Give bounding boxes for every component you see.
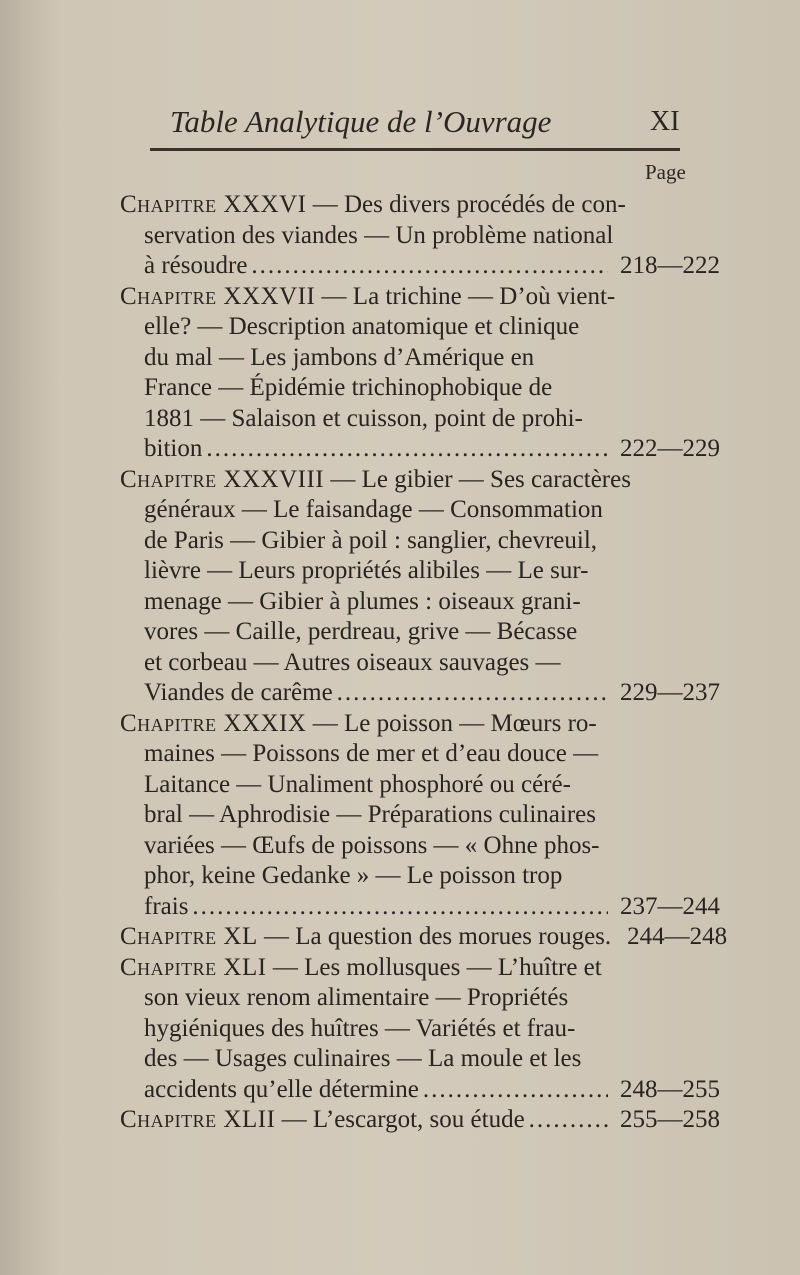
chapter-label: Chapitre XXXVI [120,191,307,218]
toc-entry-line: bral — Aphrodisie — Préparations culinaires [144,801,596,828]
running-title: Table Analytique de l’Ouvrage [170,104,552,139]
toc-entry-line: menage — Gibier à plumes : oiseaux grani- [144,587,581,615]
toc-entry-line: elle? — Description anatomique et clinique [144,313,580,340]
chapter-title-start: — Le poisson — Mœurs ro- [312,709,597,737]
chapter-label: Chapitre XL [120,923,258,950]
page-range: 255—258 [620,1106,720,1133]
page-column-label: Page [645,160,686,184]
toc-entry-line: des — Usages culinaires — La moule et les [144,1045,582,1072]
toc-entry-first-line [120,282,720,313]
chapter-label: Chapitre XXXVII [120,282,316,310]
toc-entry-line: variées — Œufs de poissons — « Ohne phos- [144,831,600,859]
chapter-title-start: — Les mollusques — L’huître et [272,953,602,981]
toc-entry-text [120,1105,525,1136]
page-range: 222—229 [620,435,720,462]
toc-entry-text [144,892,188,923]
toc-entry-line: son vieux renom alimentaire — Propriétés [144,984,569,1011]
toc-entry [120,953,720,1106]
toc-entry-line: lièvre — Leurs propriétés alibiles — Le sur- [144,557,589,584]
page-range: 218—222 [620,252,720,279]
page-header [0,104,800,144]
toc-entry [120,190,720,282]
toc-entry-line: hygiéniques des huîtres — Variétés et frau- [144,1014,576,1042]
toc-entry-text [144,251,247,282]
toc-entry-last-line [120,1075,720,1106]
chapter-title-end: bition [144,435,203,462]
leader-dots [337,678,608,709]
toc-entry-text [120,922,611,953]
toc-entry-line: phor, keine Gedanke » — Le poisson trop [144,862,563,889]
chapter-title-start: — La trichine — D’où vient- [321,282,616,310]
chapter-title-end: frais [144,892,189,920]
toc-entry-line: 1881 — Salaison et cuisson, point de prohi- [144,404,583,432]
table-of-contents [120,190,728,1136]
toc-entry-last-line [120,892,720,923]
leader-dots [251,251,608,282]
chapter-label: Chapitre XLII [120,1106,276,1133]
toc-entry [120,709,720,923]
toc-entry-line: France — Épidémie trichinophobique de [144,374,553,401]
chapter-title-end: accidents qu’elle détermine [144,1075,419,1103]
toc-entry [120,922,728,953]
toc-entry-last-line [120,1105,720,1136]
chapter-title-end: — La question des morues rouges. [264,923,612,950]
toc-entry [120,1105,720,1136]
chapter-title-end: à résoudre [144,252,248,279]
toc-entry-line: et corbeau — Autres oiseaux sauvages — [144,648,561,676]
toc-entry-text [144,1075,419,1106]
leader-dots [529,1105,608,1136]
toc-entry-last-line [120,251,720,282]
toc-entry-line: du mal — Les jambons d’Amérique en [144,343,535,371]
toc-entry [120,282,720,465]
toc-entry-last-line [120,922,728,953]
chapter-label: Chapitre XXXIX [120,709,307,737]
chapter-title-end: Viandes de carême [144,679,333,706]
page-range: 248—255 [620,1075,720,1103]
toc-entry-line: maines — Poissons de mer et d’eau douce — [144,740,599,767]
page-range: 244—248 [627,923,728,950]
toc-entry [120,465,720,709]
page-range: 237—244 [620,892,720,920]
leader-dots [423,1075,608,1106]
toc-entry-line: servation des viandes — Un problème national [144,221,614,249]
toc-entry-text [144,434,202,465]
chapter-title-end: — L’escargot, sou étude [281,1106,525,1133]
toc-entry-line: vores — Caille, perdreau, grive — Bécasse [144,618,578,645]
leader-dots [206,434,608,465]
toc-entry-first-line [120,709,720,740]
toc-entry-last-line [120,434,720,465]
chapter-label: Chapitre XXXVIII [120,465,325,493]
toc-entry-first-line [120,953,720,984]
chapter-label: Chapitre XLI [120,953,267,981]
toc-entry-first-line [120,190,720,221]
toc-entry-text [144,678,333,709]
chapter-title-start: — Le gibier — Ses caractères [330,465,631,493]
toc-entry-line: de Paris — Gibier à poil : sanglier, chevreuil, [144,526,598,554]
toc-entry-first-line [120,465,720,496]
toc-entry-line: généraux — Le faisandage — Consommation [144,496,603,523]
toc-entry-last-line [120,678,720,709]
toc-entry-line: Laitance — Unaliment phosphoré ou céré- [144,770,571,798]
page-number: XI [650,106,680,137]
chapter-title-start: — Des divers procédés de con- [312,191,626,218]
page-range: 229—237 [620,679,720,706]
header-rule [150,148,680,151]
leader-dots [192,892,608,923]
